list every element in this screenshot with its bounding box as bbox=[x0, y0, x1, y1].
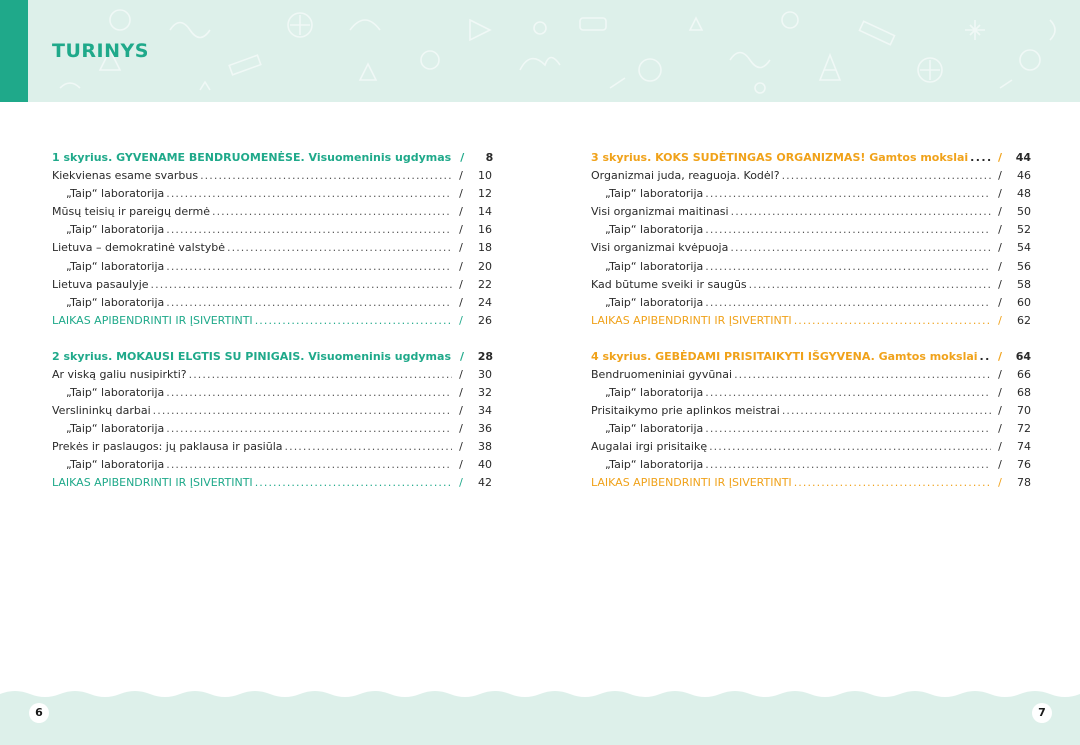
page-number-right: 7 bbox=[1032, 703, 1052, 723]
toc-entry[interactable]: „Taip“ laboratorija . . . / 20 bbox=[52, 258, 492, 276]
toc-right-column bbox=[591, 149, 1031, 492]
toc-entry[interactable]: Mūsų teisių ir pareigų dermė . . . / 14 bbox=[52, 203, 492, 221]
toc-chapter-heading[interactable]: 1 skyrius. GYVENAME BENDRUOMENĖSE. Visuomeninis ugdymas / 8 bbox=[52, 149, 492, 167]
toc-entry[interactable]: Ar viską galiu nusipirkti? . . . / 30 bbox=[52, 366, 492, 384]
toc-entry[interactable]: Bendruomeniniai gyvūnai . . . / 66 bbox=[591, 366, 1031, 384]
toc-entry[interactable]: „Taip“ laboratorija . . . / 12 bbox=[52, 185, 492, 203]
chapter-title: 1 skyrius. GYVENAME BENDRUOMENĖSE. Visuomeninis ugdymas bbox=[52, 151, 452, 164]
toc-entry[interactable]: Organizmai juda, reaguoja. Kodėl? . . . / 46 bbox=[591, 167, 1031, 185]
toc-entry[interactable]: Lietuva pasaulyje . . . / 22 bbox=[52, 276, 492, 294]
toc-entry[interactable]: „Taip“ laboratorija . . . / 68 bbox=[591, 384, 1031, 402]
toc-summary-entry[interactable]: LAIKAS APIBENDRINTI IR ĮSIVERTINTI . . . / 26 bbox=[52, 312, 492, 330]
toc-entry[interactable]: Visi organizmai maitinasi . . . / 50 bbox=[591, 203, 1031, 221]
toc-entry[interactable]: Verslininkų darbai . . . / 34 bbox=[52, 402, 492, 420]
toc-entry[interactable]: „Taip“ laboratorija . . . / 72 bbox=[591, 420, 1031, 438]
toc-entry[interactable]: Augalai irgi prisitaikę . . . / 74 bbox=[591, 438, 1031, 456]
toc-entry[interactable]: „Taip“ laboratorija . . . / 36 bbox=[52, 420, 492, 438]
chapter-title: 3 skyrius. KOKS SUDĖTINGAS ORGANIZMAS! Gamtos mokslai bbox=[591, 151, 969, 164]
page-number: 64 bbox=[1015, 349, 1031, 363]
chapter-title: 2 skyrius. MOKAUSI ELGTIS SU PINIGAIS. Visuomeninis ugdymas bbox=[52, 349, 451, 363]
toc-chapter-heading[interactable]: 2 skyrius. MOKAUSI ELGTIS SU PINIGAIS. Visuomeninis ugdymas / 28 bbox=[52, 348, 492, 366]
toc-chapter-heading[interactable]: 4 skyrius. GEBĖDAMI PRISITAIKYTI IŠGYVENA. Gamtos mokslai . . . / 64 bbox=[591, 348, 1031, 366]
toc-entry[interactable]: „Taip“ laboratorija . . . / 40 bbox=[52, 456, 492, 474]
toc-entry[interactable]: Kad būtume sveiki ir saugūs . . . / 58 bbox=[591, 276, 1031, 294]
page-number: 8 bbox=[485, 151, 494, 164]
toc-entry[interactable]: „Taip“ laboratorija . . . / 52 bbox=[591, 221, 1031, 239]
page-number: 28 bbox=[477, 349, 493, 363]
side-tab bbox=[0, 0, 28, 102]
toc-entry[interactable]: „Taip“ laboratorija . . . / 56 bbox=[591, 258, 1031, 276]
toc-entry[interactable]: „Taip“ laboratorija . . . / 60 bbox=[591, 294, 1031, 312]
toc-entry[interactable]: „Taip“ laboratorija . . . / 16 bbox=[52, 221, 492, 239]
toc-entry[interactable]: Prekės ir paslaugos: jų paklausa ir pasiūla . . . / 38 bbox=[52, 438, 492, 456]
toc-entry[interactable]: „Taip“ laboratorija . . . / 24 bbox=[52, 294, 492, 312]
doodle-pattern bbox=[0, 0, 1080, 102]
page-title: TURINYS bbox=[52, 40, 149, 62]
toc-entry[interactable]: Lietuva – demokratinė valstybė . . . / 18 bbox=[52, 239, 492, 257]
toc-entry[interactable]: Visi organizmai kvėpuoja . . . / 54 bbox=[591, 239, 1031, 257]
toc-entry[interactable]: „Taip“ laboratorija . . . / 48 bbox=[591, 185, 1031, 203]
chapter-title: 4 skyrius. GEBĖDAMI PRISITAIKYTI IŠGYVENA. Gamtos mokslai bbox=[591, 349, 978, 363]
header-band bbox=[0, 0, 1080, 102]
toc-summary-entry[interactable]: LAIKAS APIBENDRINTI IR ĮSIVERTINTI . . . / 78 bbox=[591, 474, 1031, 492]
toc-entry[interactable]: Prisitaikymo prie aplinkos meistrai . . . / 70 bbox=[591, 402, 1031, 420]
toc-summary-entry[interactable]: LAIKAS APIBENDRINTI IR ĮSIVERTINTI . . . / 42 bbox=[52, 474, 492, 492]
toc-chapter-heading[interactable]: 3 skyrius. KOKS SUDĖTINGAS ORGANIZMAS! Gamtos mokslai . . . / 44 bbox=[591, 149, 1031, 167]
toc-summary-entry[interactable]: LAIKAS APIBENDRINTI IR ĮSIVERTINTI . . . / 62 bbox=[591, 312, 1031, 330]
toc-left-column bbox=[52, 149, 492, 492]
toc-entry[interactable]: „Taip“ laboratorija . . . / 76 bbox=[591, 456, 1031, 474]
toc-entry[interactable]: Kiekvienas esame svarbus . . . / 10 bbox=[52, 167, 492, 185]
page-number: 44 bbox=[1015, 151, 1031, 164]
toc-entry[interactable]: „Taip“ laboratorija . . . / 32 bbox=[52, 384, 492, 402]
page-number-left: 6 bbox=[29, 703, 49, 723]
footer-wave-band bbox=[0, 688, 1080, 745]
